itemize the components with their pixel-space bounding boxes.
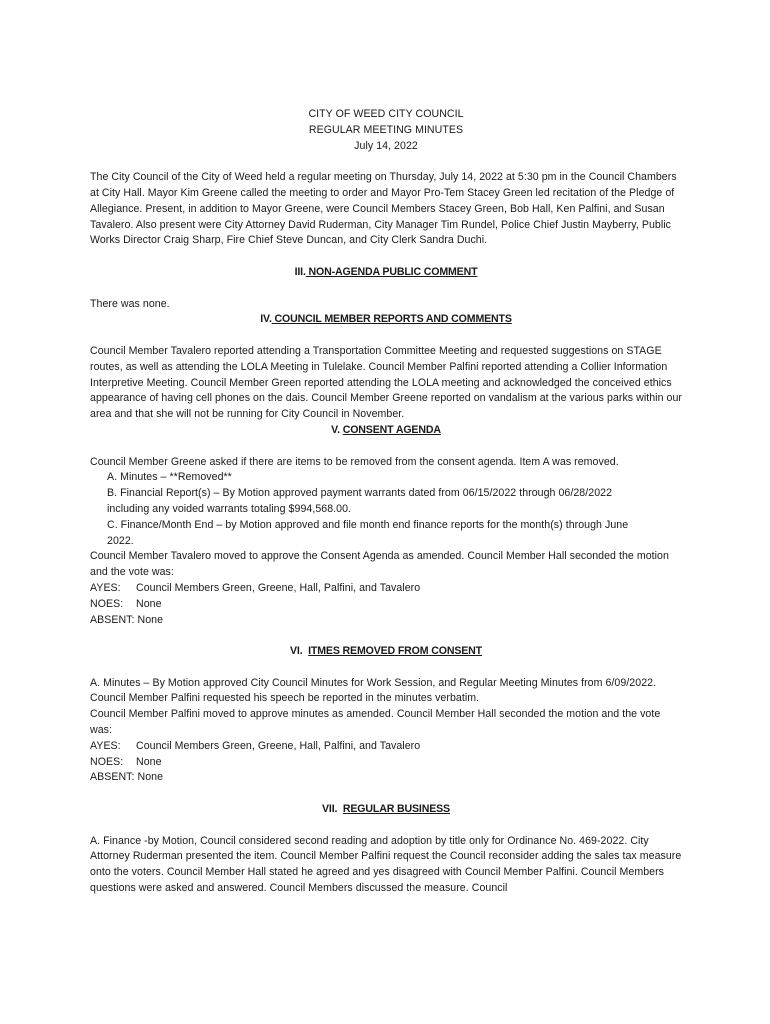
section-5-number: V.	[331, 423, 340, 436]
section-5-noes-label: NOES:	[90, 597, 124, 610]
section-5-motion: Council Member Tavalero moved to approve the Consent Agenda as amended. Council Member Hall seconded the motion and the vote was:	[90, 550, 669, 579]
section-5-ayes	[90, 581, 682, 597]
section-6-absent: ABSENT: None	[90, 771, 164, 784]
section-3-heading	[90, 265, 682, 281]
section-6-ayes-value: Council Members Green, Greene, Hall, Palfini, and Tavalero	[136, 739, 421, 752]
header-date: July 14, 2022	[354, 139, 418, 152]
section-7-number: VII.	[322, 803, 338, 816]
document-header	[90, 107, 682, 154]
section-6-motion: Council Member Palfini moved to approve minutes as amended. Council Member Hall seconded the motion and the vote was:	[90, 708, 661, 737]
section-5-absent: ABSENT: None	[90, 613, 164, 626]
section-4-number: IV.	[260, 313, 272, 326]
section-5-noes-value: None	[136, 597, 162, 610]
consent-item-c-line1: C. Finance/Month End – by Motion approved and file month end finance reports for the month(s) through June	[107, 518, 629, 531]
section-5-intro: Council Member Greene asked if there are items to be removed from the consent agenda. Item A was removed.	[90, 455, 619, 468]
consent-item-a: A. Minutes – **Removed**	[107, 471, 232, 484]
section-7-title: REGULAR BUSINESS	[342, 803, 450, 816]
section-7-item-a: A. Finance -by Motion, Council considered second reading and adoption by title only for Ordinance No. 469-2022. City Attorney Ruderman presented the item. Council Member Palfini request the Council reconsider adding the sales tax measure onto the voters. Council Member Hall stated he agreed and yes disagreed with Council Member Palfini. Council Members questions were asked and answered. Council Members discussed the measure. Council	[90, 834, 682, 895]
minutes-document	[90, 107, 682, 897]
header-city: CITY OF WEED CITY COUNCIL	[308, 108, 464, 120]
section-6-item-a: A. Minutes – By Motion approved City Council Minutes for Work Session, and Regular Meeting Minutes from 6/09/2022. Council Member Palfini requested his speech be reported in the minutes verbatim.	[90, 676, 657, 705]
section-7-heading	[90, 802, 682, 818]
section-4-title: COUNCIL MEMBER REPORTS AND COMMENTS	[271, 313, 512, 326]
section-5-ayes-value: Council Members Green, Greene, Hall, Palfini, and Tavalero	[136, 581, 421, 594]
section-4-body: Council Member Tavalero reported attending a Transportation Committee Meeting and requested suggestions on STAGE routes, as well as attending the LOLA Meeting in Tulelake. Council Member Palfini reported attending a Collier Information Interpretive Meeting. Council Member Green reported attending the LOLA meeting and acknowledged the conceived ethics appearance of having cell phones on the dais. Council Member Greene reported on vandalism at the various parks within our area and that she will not be running for City Council in November.	[90, 344, 682, 421]
intro-paragraph: The City Council of the City of Weed held a regular meeting on Thursday, July 14, 2022 at 5:30 pm in the Council Chambers at City Hall. Mayor Kim Greene called the meeting to order and Mayor Pro-Tem Stacey Green led recitation of the Pledge of Allegiance. Present, in addition to Mayor Greene, were Council Members Stacey Green, Bob Hall, Ken Palfini, and Susan Tavalero. Also present were City Attorney David Ruderman, City Manager Tim Rundel, Police Chief Justin Mayberry, Public Works Director Craig Sharp, Fire Chief Steve Duncan, and City Clerk Sandra Duchi.	[90, 171, 677, 247]
section-5-noes	[90, 597, 682, 613]
section-4-heading	[90, 312, 682, 328]
consent-item-b-line1: B. Financial Report(s) – By Motion approved payment warrants dated from 06/15/2022 through 06/28/2022	[107, 487, 613, 500]
section-3-title: NON-AGENDA PUBLIC COMMENT	[305, 265, 478, 278]
section-6-heading	[90, 644, 682, 660]
section-6-title: ITMES REMOVED FROM CONSENT	[308, 645, 482, 658]
section-6-number: VI.	[290, 645, 303, 658]
section-5-heading	[90, 423, 682, 439]
section-5-ayes-label: AYES:	[90, 581, 121, 594]
section-6-ayes	[90, 739, 682, 755]
consent-item-b-line2: including any voided warrants totaling $994,568.00.	[107, 502, 352, 515]
section-3-number: III.	[294, 265, 306, 278]
section-5-title: CONSENT AGENDA	[342, 423, 441, 436]
section-3-body: There was none.	[90, 297, 170, 310]
section-6-noes-label: NOES:	[90, 755, 124, 768]
section-6-noes	[90, 755, 682, 771]
consent-item-c-line2: 2022.	[107, 534, 134, 547]
section-6-noes-value: None	[136, 755, 162, 768]
section-6-ayes-label: AYES:	[90, 739, 121, 752]
header-title: REGULAR MEETING MINUTES	[308, 123, 464, 136]
